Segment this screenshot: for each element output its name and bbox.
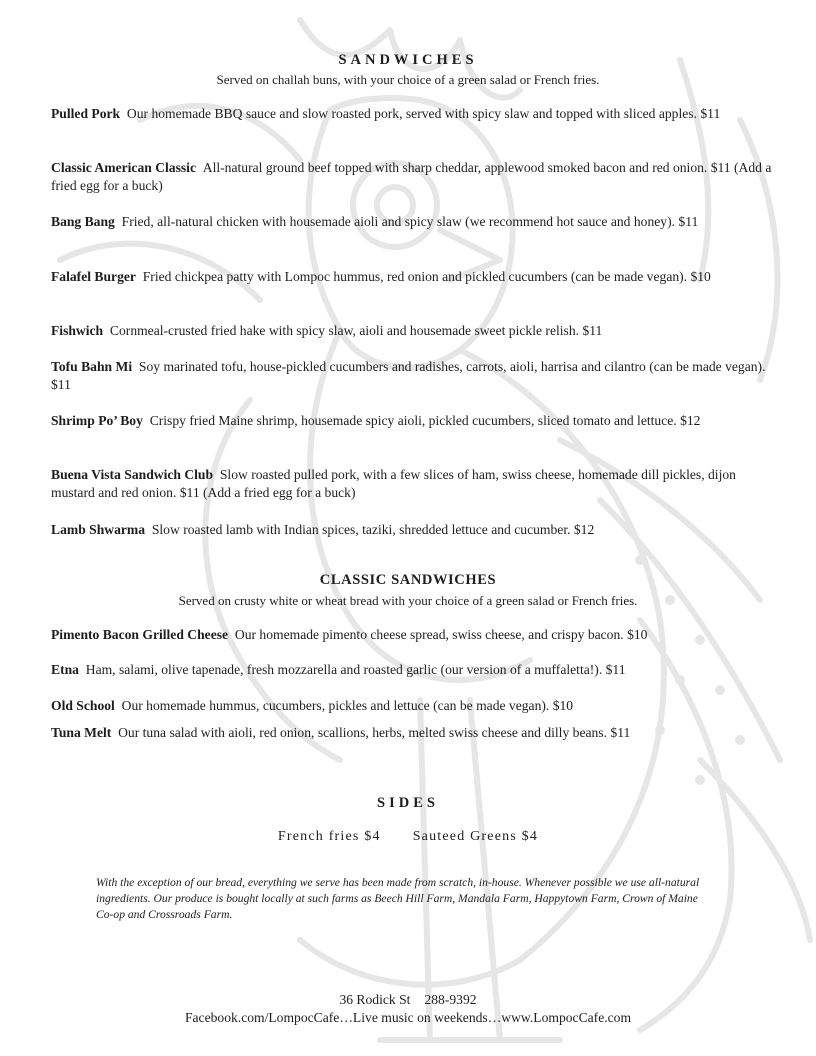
item-name: Tuna Melt [51,725,112,740]
item-name: Lamb Shwarma [51,522,146,537]
menu-item [51,412,776,430]
item-desc: Slow roasted lamb with Indian spices, taziki, shredded lettuce and cucumber. $12 [151,522,595,537]
footer-links: Facebook.com/LompocCafe…Live music on weekends…www.LompocCafe.com [184,1010,632,1025]
menu-item [51,626,776,644]
item-desc: Ham, salami, olive tapenade, fresh mozzarella and roasted garlic (our version of a muffaletta!). $11 [85,662,626,677]
item-name: Pimento Bacon Grilled Cheese [51,627,229,642]
side-item: French fries $4 [277,829,381,844]
sandwiches-subtitle: Served on challah buns, with your choice of a green salad or French fries. [216,72,600,87]
menu-item [51,358,776,394]
menu-item [51,466,776,502]
item-name: Fishwich [51,323,104,338]
item-name: Bang Bang [51,214,115,229]
menu-item [51,661,776,679]
classic-sandwiches-heading: CLASSIC SANDWICHES [319,572,497,588]
menu-item [51,105,776,123]
item-desc: Soy marinated tofu, house-pickled cucumbers and radishes, carrots, aioli, harrisa and cilantro (can be made vegan). $11 [51,359,766,392]
classic-sandwiches-subtitle: Served on crusty white or wheat bread with your choice of a green salad or French fries. [178,593,638,608]
item-desc: All-natural ground beef topped with sharp cheddar, applewood smoked bacon and red onion. $11 (Add a fried egg for a buck) [51,160,772,193]
menu-item [51,521,776,539]
address: 36 Rodick St [339,992,411,1007]
menu-item [51,159,776,195]
item-desc: Fried, all-natural chicken with housemade aioli and spicy slaw (we recommend hot sauce and honey). $11 [121,214,699,229]
menu-item [51,268,776,286]
sourcing-note: With the exception of our bread, everything we serve has been made from scratch, in-house. Whenever possible we use all-natural ingredients. Our produce is bought locally at such farms as Beech Hill Farm, Mandala Farm, Happytown Farm, Crown of Maine Co-op and Crossroads Farm. [96,876,700,921]
item-name: Tofu Bahn Mi [51,359,133,374]
item-desc: Crispy fried Maine shrimp, housemade spicy aioli, pickled cucumbers, sliced tomato and lettuce. $12 [149,413,701,428]
item-name: Pulled Pork [51,106,121,121]
menu-item [51,697,776,715]
menu-item [51,724,776,742]
item-desc: Our homemade hummus, cucumbers, pickles and lettuce (can be made vegan). $10 [121,698,574,713]
item-desc: Our homemade BBQ sauce and slow roasted pork, served with spicy slaw and topped with sliced apples. $11 [126,106,721,121]
sandwiches-heading: SANDWICHES [338,52,478,68]
item-desc: Fried chickpea patty with Lompoc hummus, red onion and pickled cucumbers (can be made vegan). $10 [142,269,711,284]
menu-item [51,322,776,340]
item-name: Shrimp Po’ Boy [51,413,143,428]
footer-contact [0,992,816,1008]
item-name: Falafel Burger [51,269,136,284]
item-name: Classic American Classic [51,160,196,175]
sides-heading: SIDES [377,795,439,811]
item-desc: Cornmeal-crusted fried hake with spicy slaw, aioli and housemade sweet pickle relish. $11 [109,323,603,338]
item-desc: Our homemade pimento cheese spread, swiss cheese, and crispy bacon. $10 [234,627,648,642]
phone: 288-9392 [424,992,477,1007]
sides-list [0,829,816,845]
item-name: Buena Vista Sandwich Club [51,467,214,482]
side-item: Sauteed Greens $4 [412,829,539,844]
item-desc: Slow roasted pulled pork, with a few slices of ham, swiss cheese, homemade dill pickles, dijon mustard and red onion. $11 (Add a fried egg for a buck) [51,467,736,500]
item-desc: Our tuna salad with aioli, red onion, scallions, herbs, melted swiss cheese and dilly beans. $11 [118,725,631,740]
menu-item [51,213,776,231]
item-name: Old School [51,698,115,713]
item-name: Etna [51,662,79,677]
